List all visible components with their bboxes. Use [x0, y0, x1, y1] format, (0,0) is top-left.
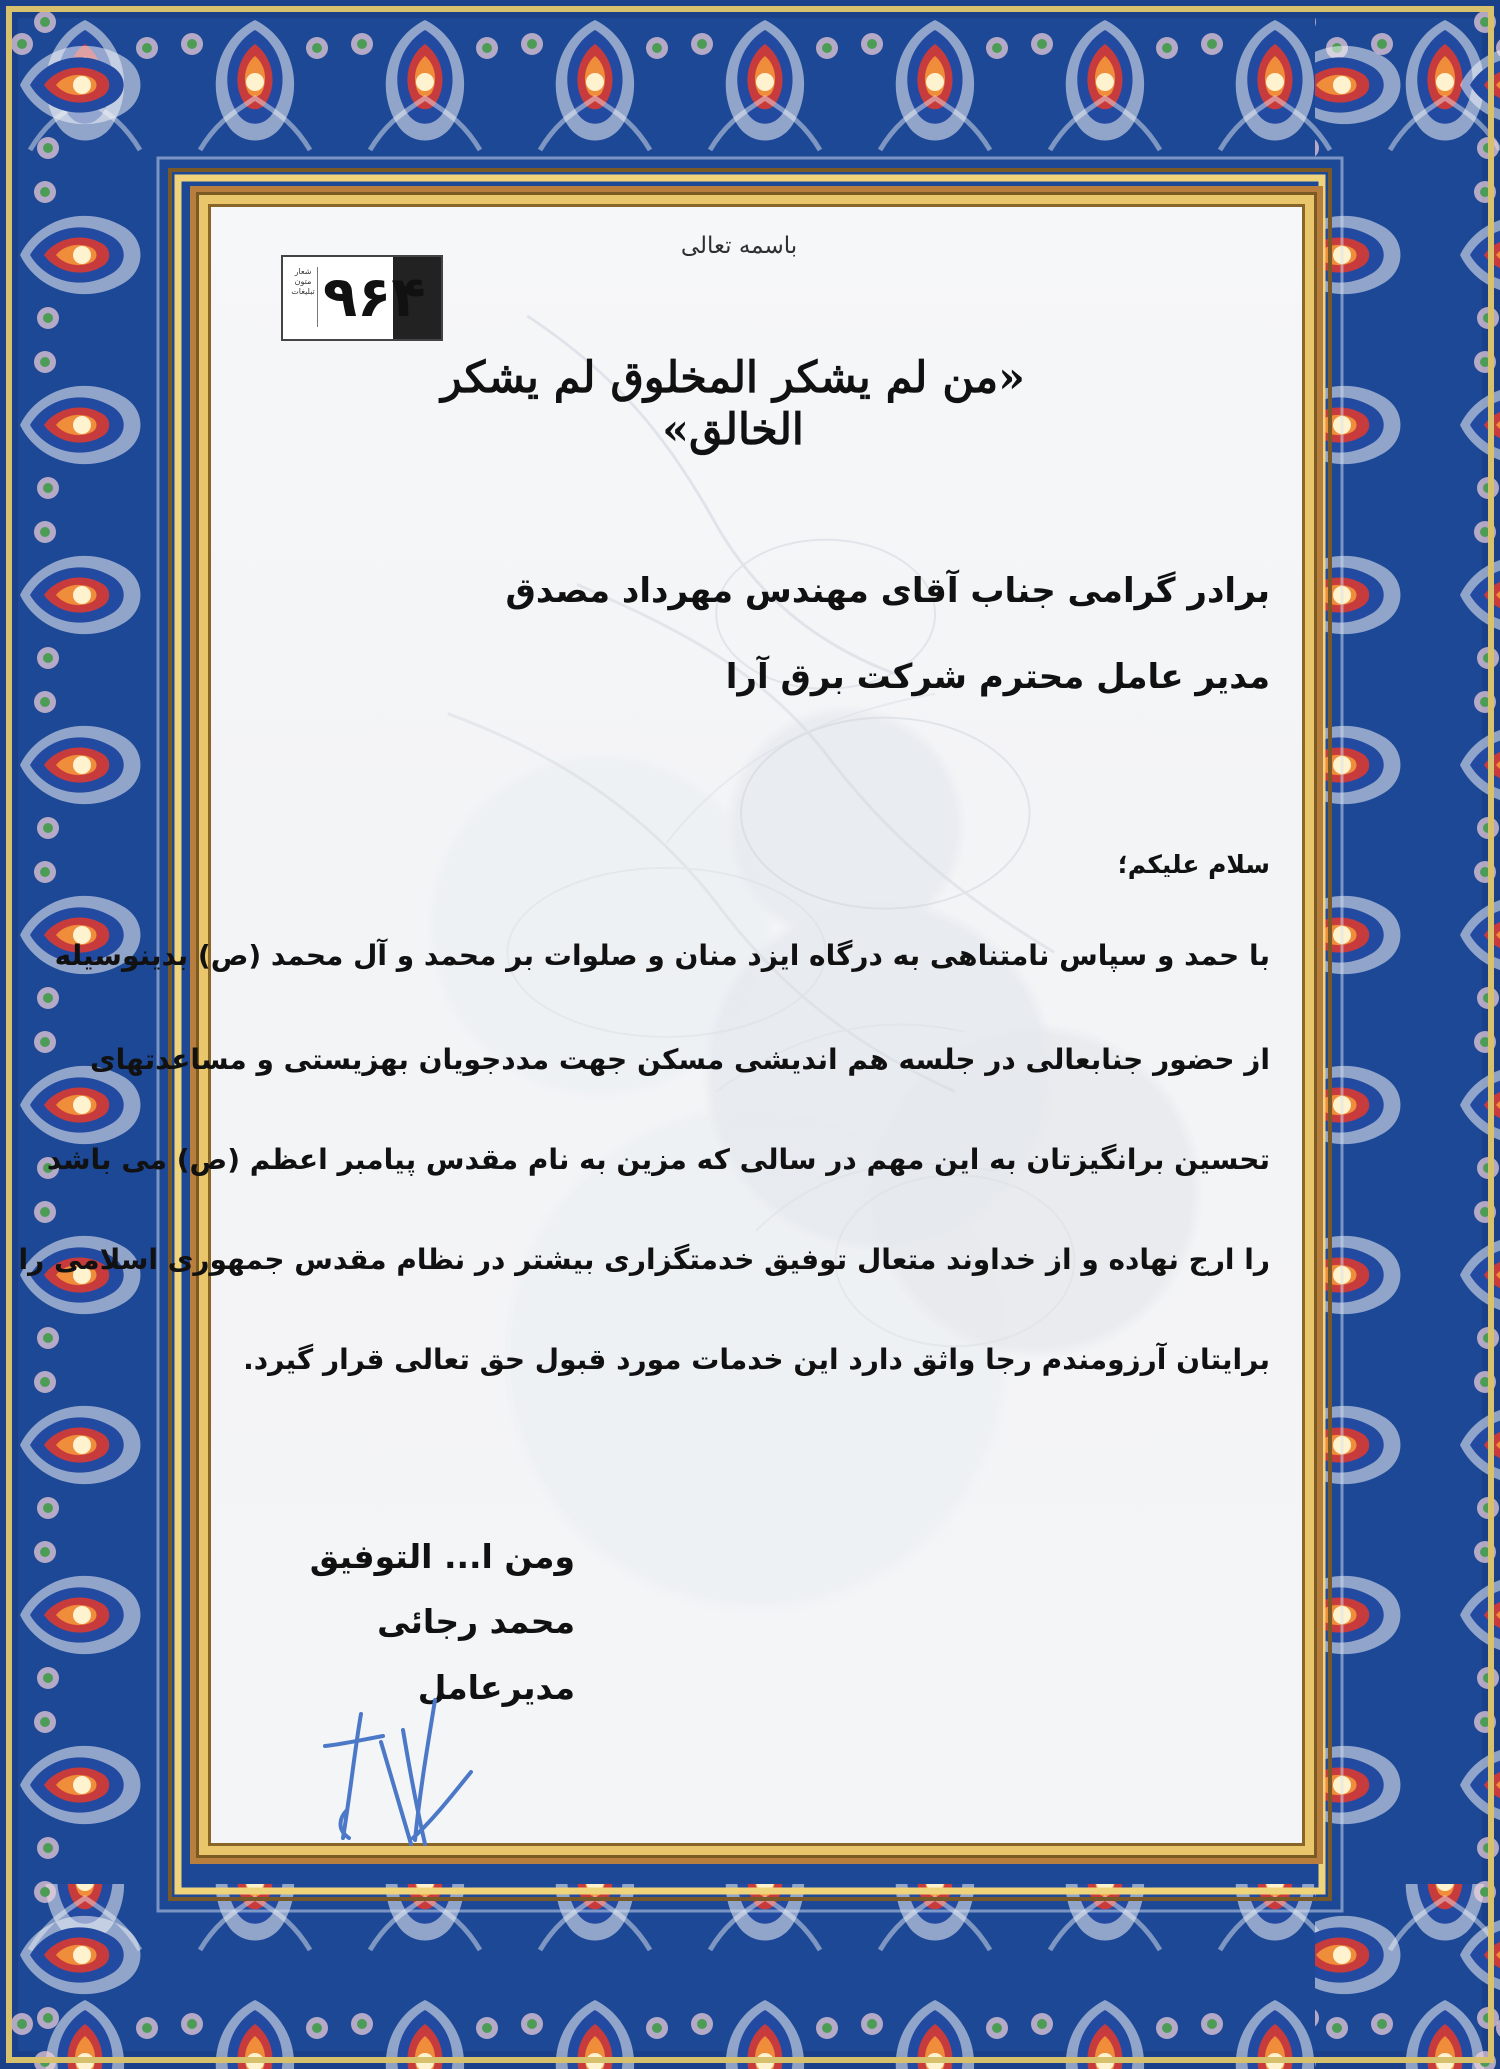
signer-title: مدیرعامل [417, 1668, 575, 1707]
handwritten-signature [307, 1690, 485, 1858]
invocation-text: باسمه تعالی [680, 233, 798, 259]
body-line-3: تحسین برانگیزتان به این مهم در سالی که مزین به نام مقدس پیامبر اعظم (ص) می باشد [46, 1143, 1270, 1176]
body-line-1: با حمد و سپاس نامتناهی به درگاه ایزد منان و صلوات بر محمد و آل محمد (ص) بدینوسیله [54, 939, 1270, 972]
organization-logo [281, 255, 443, 341]
signoff-text: ومن ا... التوفیق [309, 1537, 575, 1576]
logo-side-line-1: شعار [294, 267, 312, 276]
arabic-quote-heading: «من لم یشکر المخلوق لم یشکر الخالق» [440, 353, 1025, 455]
recipient-line-2: مدیر عامل محترم شرکت برق آرا [725, 657, 1270, 697]
body-line-4: را ارج نهاده و از خداوند متعال توفیق خدمتگزاری بیشتر در نظام مقدس جمهوری اسلامی را [18, 1243, 1270, 1276]
certificate-content [18, 195, 1314, 1855]
body-line-5: برایتان آرزومندم رجا واثق دارد این خدمات مورد قبول حق تعالی قرار گیرد. [243, 1343, 1270, 1376]
certificate-panel [18, 192, 1317, 1858]
greeting-text: سلام علیکم؛ [1117, 850, 1270, 879]
logo-side-line-2: متون [294, 277, 312, 286]
body-line-2: از حضور جنابعالی در جلسه هم اندیشی مسکن جهت مددجویان بهزیستی و مساعدتهای [89, 1043, 1270, 1076]
signer-name: محمد رجائی [377, 1602, 575, 1641]
logo-side-line-3: تبلیغات [291, 287, 315, 296]
recipient-line-1: برادر گرامی جناب آقای مهندس مهرداد مصدق [505, 571, 1270, 611]
logo-mark: ۹۶۴ [323, 265, 426, 330]
logo-side-text [289, 267, 318, 327]
